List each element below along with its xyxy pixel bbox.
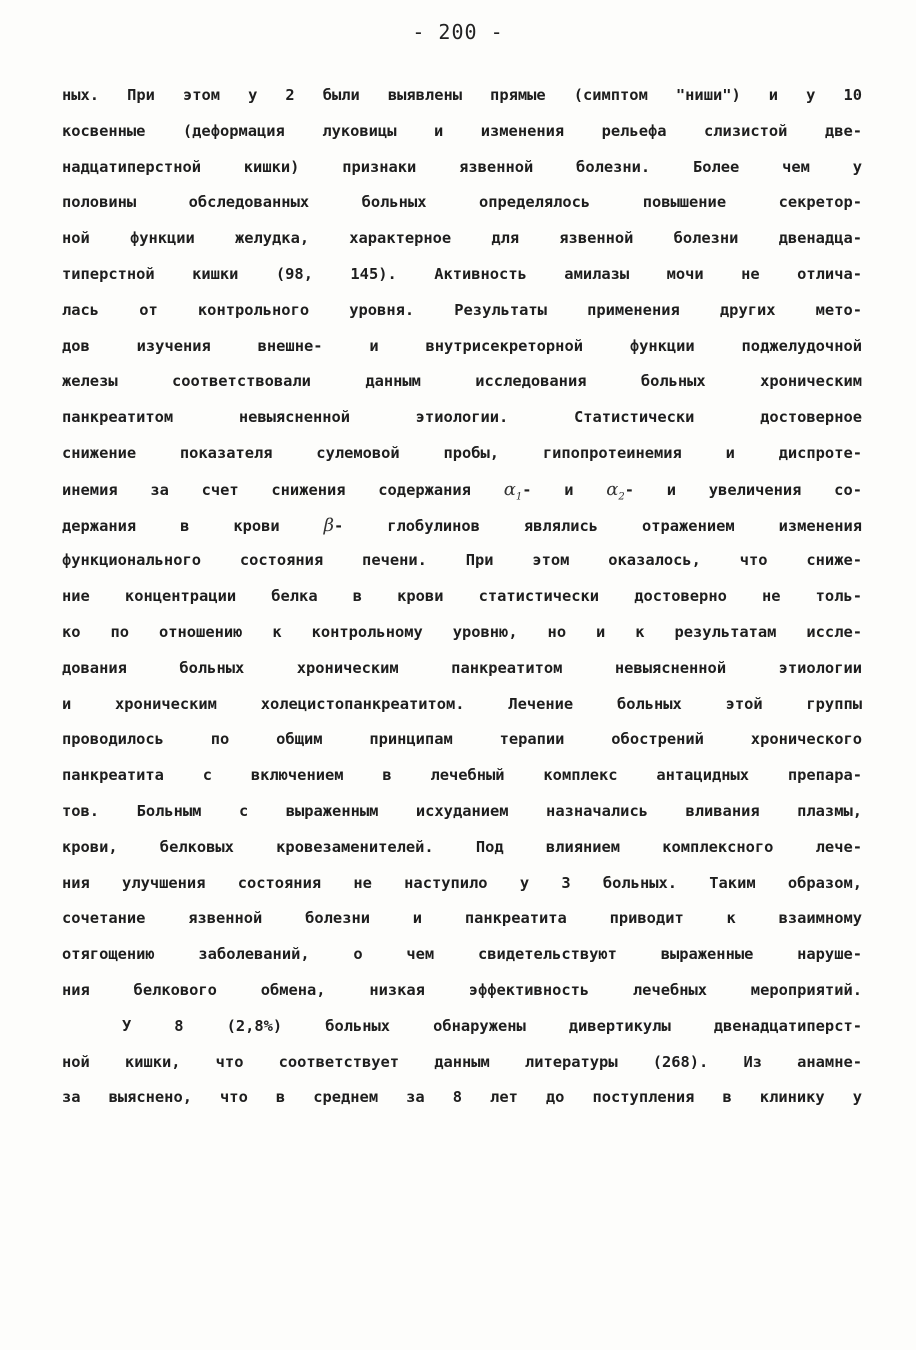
- text-line: косвенные (деформация луковицы и изменения рельефа слизистой две-: [62, 121, 862, 140]
- text-line: тов. Больным с выраженным исхуданием назначались вливания плазмы,: [62, 801, 862, 820]
- text-line: ной кишки, что соответствует данным литературы (268). Из анамне-: [62, 1052, 862, 1071]
- alpha-symbol: [606, 478, 625, 503]
- text-line: отягощению заболеваний, о чем свидетельствуют выраженные наруше-: [62, 945, 862, 964]
- text-line: ных. При этом у 2 были выявлены прямые (симптом "ниши") и у 10: [62, 86, 862, 104]
- paragraph-start-line: У 8 (2,8%) больных обнаружены дивертикулы двенадцатиперст-: [122, 1016, 862, 1035]
- text-line: снижение показателя сулемовой пробы, гипопротеинемия и диспроте-: [62, 443, 862, 462]
- text-line: ной функции желудка, характерное для язвенной болезни двенадца-: [62, 229, 862, 248]
- text-line: типерстной кишки (98, 145). Активность амилазы мочи не отлича-: [62, 264, 862, 283]
- text-line: ния улучшения состояния не наступило у 3 больных. Таким образом,: [62, 873, 862, 892]
- text-line: надцатиперстной кишки) признаки язвенной болезни. Более чем у: [62, 157, 862, 176]
- text-fragment: держания в крови: [62, 516, 280, 535]
- text-line: сочетание язвенной болезни и панкреатита приводит к взаимному: [62, 909, 862, 928]
- alpha-1-glyph: α: [503, 478, 516, 500]
- text-line-alpha-globulins: [62, 472, 862, 508]
- text-line: ко по отношению к контрольному уровню, но и к результатам иссле-: [62, 622, 862, 641]
- text-fragment: инемия за счет снижения содержания: [62, 480, 471, 499]
- alpha-symbol: [503, 478, 523, 503]
- text-line: лась от контрольного уровня. Результаты применения других мето-: [62, 300, 862, 319]
- text-line: железы соответствовали данным исследования больных хроническим: [62, 372, 862, 391]
- alpha-1-subscript: 1: [515, 491, 523, 503]
- text-line: крови, белковых кровезаменителей. Под влиянием комплексного лече-: [62, 837, 862, 856]
- text-line-beta-globulins: [62, 508, 862, 544]
- text-line: и хроническим холецистопанкреатитом. Лечение больных этой группы: [62, 694, 862, 713]
- text-line: за выяснено, что в среднем за 8 лет до поступления в клинику у: [62, 1088, 862, 1107]
- text-line: дования больных хроническим панкреатитом невыясненной этиологии: [62, 658, 862, 677]
- beta-symbol: β: [323, 514, 335, 536]
- text-line: дов изучения внешне- и внутрисекреторной функции поджелудочной: [62, 336, 862, 355]
- text-line: панкреатита с включением в лечебный комплекс антацидных препара-: [62, 766, 862, 785]
- text-line: проводилось по общим принципам терапии обострений хронического: [62, 730, 862, 749]
- text-line: ние концентрации белка в крови статистически достоверно не толь-: [62, 587, 862, 606]
- alpha-2-glyph: α: [606, 478, 619, 500]
- body-text: [62, 78, 862, 1116]
- text-fragment: - глобулинов являлись отражением изменения: [334, 516, 862, 535]
- text-line: панкреатитом невыясненной этиологии. Статистически достоверное: [62, 408, 862, 427]
- text-fragment: - и: [522, 480, 574, 499]
- text-line: ния белкового обмена, низкая эффективность лечебных мероприятий.: [62, 980, 862, 999]
- text-fragment: - и увеличения со-: [624, 480, 862, 499]
- text-line: функционального состояния печени. При этом оказалось, что сниже-: [62, 551, 862, 570]
- page-number: - 200 -: [412, 20, 504, 44]
- text-line: половины обследованных больных определялось повышение секретор-: [62, 193, 862, 212]
- alpha-2-subscript: 2: [618, 491, 625, 503]
